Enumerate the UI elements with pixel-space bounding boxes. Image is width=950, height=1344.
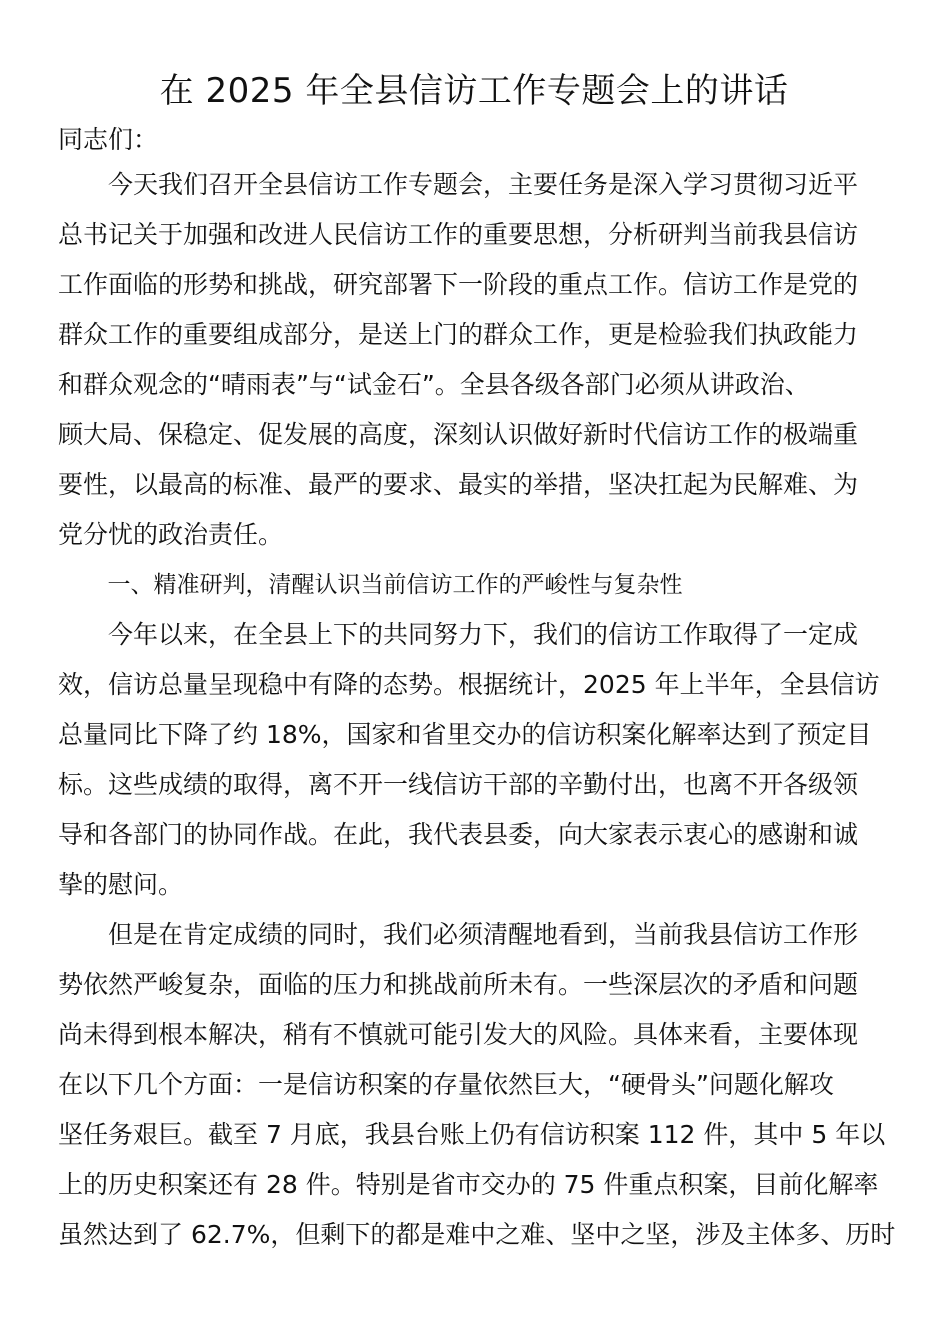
text-line: 今天我们召开全县信访工作专题会，主要任务是深入学习贯彻习近平 xyxy=(108,170,859,199)
text-line: 虽然达到了 62.7%，但剩下的都是难中之难、坚中之坚，涉及主体多、历时 xyxy=(58,1220,896,1249)
text-line: 尚未得到根本解决，稍有不慎就可能引发大的风险。具体来看，主要体现 xyxy=(58,1020,859,1049)
document-title: 在 2025 年全县信访工作专题会上的讲话 xyxy=(159,71,789,111)
text-line: 标。这些成绩的取得，离不开一线信访干部的辛勤付出，也离不开各级领 xyxy=(58,770,859,799)
achievements-paragraph xyxy=(58,610,890,910)
text-line: 势依然严峻复杂，面临的压力和挑战前所未有。一些深层次的矛盾和问题 xyxy=(58,970,859,999)
text-line: 今年以来，在全县上下的共同努力下，我们的信访工作取得了一定成 xyxy=(108,620,859,649)
intro-paragraph xyxy=(58,160,890,560)
text-line: 上的历史积案还有 28 件。特别是省市交办的 75 件重点积案，目前化解率 xyxy=(58,1170,879,1199)
text-line: 坚任务艰巨。截至 7 月底，我县台账上仍有信访积案 112 件，其中 5 年以 xyxy=(58,1120,886,1149)
text-line: 党分忧的政治责任。 xyxy=(58,520,284,549)
text-line: 导和各部门的协同作战。在此，我代表县委，向大家表示衷心的感谢和诚 xyxy=(58,820,859,849)
text-line: 总书记关于加强和改进人民信访工作的重要思想，分析研判当前我县信访 xyxy=(58,220,859,249)
text-line: 和群众观念的“晴雨表”与“试金石”。全县各级各部门必须从讲政治、 xyxy=(58,370,810,399)
text-line: 挚的慰问。 xyxy=(58,870,184,899)
text-line: 总量同比下降了约 18%，国家和省里交办的信访积案化解率达到了预定目 xyxy=(58,720,872,749)
text-line: 群众工作的重要组成部分，是送上门的群众工作，更是检验我们执政能力 xyxy=(58,320,859,349)
text-line: 在以下几个方面：一是信访积案的存量依然巨大，“硬骨头”问题化解攻 xyxy=(58,1070,834,1099)
section-heading: 一、精准研判，清醒认识当前信访工作的严峻性与复杂性 xyxy=(107,572,683,598)
challenges-paragraph xyxy=(58,910,896,1260)
text-line: 顾大局、保稳定、促发展的高度，深刻认识做好新时代信访工作的极端重 xyxy=(58,420,859,449)
text-line: 工作面临的形势和挑战，研究部署下一阶段的重点工作。信访工作是党的 xyxy=(58,270,859,299)
text-line: 要性，以最高的标准、最严的要求、最实的举措，坚决扛起为民解难、为 xyxy=(58,470,859,499)
text-line: 效，信访总量呈现稳中有降的态势。根据统计，2025 年上半年，全县信访 xyxy=(58,670,880,699)
salutation: 同志们： xyxy=(58,125,159,154)
text-line: 但是在肯定成绩的同时，我们必须清醒地看到，当前我县信访工作形 xyxy=(108,920,859,949)
